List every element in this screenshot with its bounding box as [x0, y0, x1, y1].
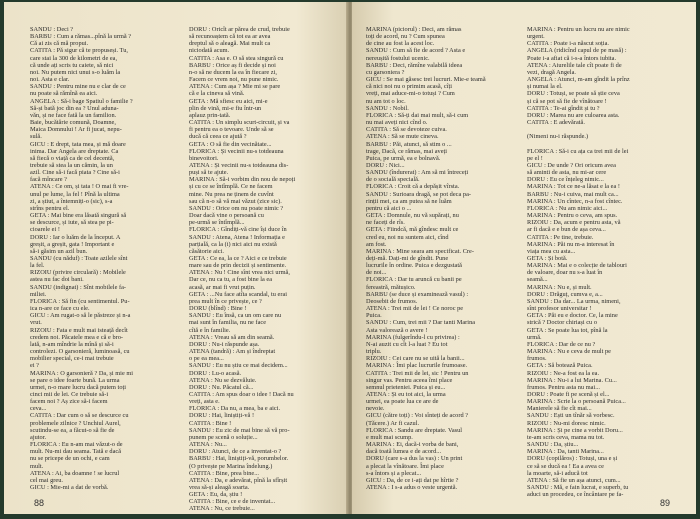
text-line: puși să te ajute. — [189, 169, 229, 177]
text-line: Asta valorează o avere ! — [366, 326, 428, 334]
text-line: te-am scris ceva, mama nu tot. — [527, 433, 605, 441]
text-line: GETA : Și botă. — [527, 255, 568, 262]
text-line: binevoitori. — [189, 154, 219, 162]
text-line: FLORICA : Eu n-am mai văzut-o de — [30, 441, 123, 449]
text-line: DORU : Totuși, se poate să știe ceva — [527, 90, 620, 98]
text-line: CATITA : E adevărată. — [527, 119, 585, 127]
text-line: FLORICA : Și vecinii nu-s totdeauna — [189, 147, 284, 155]
text-line: DORU : Iar o luăm de la început. A — [30, 233, 121, 241]
text-line: GETA : Eu, da, știu ! — [189, 491, 243, 499]
text-line: CATITA : Asa e. O să stea singură cu — [189, 54, 284, 62]
text-line: CATITA : Trei mii de lei, sic ! Pentru un — [366, 369, 469, 377]
text-line: N-ai auzit cu cît l-a luat ? Eu tot — [366, 340, 448, 348]
text-line: SANDU (indignat) : Sînt mobilele fa- — [30, 283, 127, 291]
text-line: BARBU : Cum a rămas...pînă la urmă ? — [30, 33, 132, 41]
right-column-2 — [527, 26, 676, 499]
text-line: MARINA : Nu e ceva de mult pe — [527, 348, 611, 356]
text-line: RIZOIU : Fata e mult mai isteață decît — [30, 326, 128, 334]
text-line: CATITA : Să se devoteze cuiva. — [366, 126, 447, 134]
text-line: ATENA : Cum așa ? Mie mi se pare — [189, 83, 281, 91]
text-line: MARINA : Ei, dacă-i vorba de bani, — [366, 441, 459, 449]
text-line: GETA : Ce ea, la ce ? Aici e ce trebuie — [189, 255, 287, 262]
text-line: ATENA : Ce om, și tata ! O mai fi vre- — [30, 183, 129, 191]
text-line: SANDU : Da, știu... — [527, 441, 579, 449]
text-line: GICU : Mie-mi a dat de vorbă. — [30, 484, 109, 491]
text-line: triplu. — [366, 348, 382, 356]
text-line: SANDU : Pentru mine nu e clar de ce — [30, 83, 126, 91]
text-line: GETA : ...Nu face atîta scandal, tu erai — [189, 290, 288, 298]
text-line: problemele zilnice ? Unchiul Aurel, — [30, 419, 121, 427]
text-line: DORU : Poate fi pe scenă și el... — [527, 390, 610, 398]
text-line: controlezi. O garsonieră, luminoasă, cu — [30, 348, 130, 356]
text-line: GICU : Da, de ce i-ați dat pe hîrtie ? — [366, 476, 459, 484]
text-line: trage, Dacă, ce rămas, mai aveți — [366, 147, 448, 155]
text-line: lucrurile în ordine. Puica e dezgustată — [366, 262, 462, 270]
text-line: ATENA : Trei mii de lei ! Ce noroc pe — [366, 305, 464, 313]
text-line: vrut. — [30, 319, 42, 327]
text-line: FLORICA : Nu am nimic aici... — [527, 204, 608, 212]
text-line: lată, n-am mîndrie la mînă și să-i — [30, 340, 114, 348]
text-line: ANGELA (ridicînd capul de pe masă) : — [527, 47, 627, 55]
text-line: ATENA : I s-a adus o veste urgentă. — [366, 484, 458, 491]
text-line: ducă că ceea ce ajută ? — [189, 133, 247, 141]
text-line: și cu ce se întîmplă. Ce ne facem — [189, 183, 273, 191]
left-page — [4, 2, 348, 514]
text-line: de noi... — [366, 269, 387, 277]
text-line: MARINA : Îmi plac lucrurile frumoase. — [366, 362, 468, 370]
text-line: ATENA : Da, e adevărat, pînă la sfîrșit — [189, 476, 288, 484]
text-line: ATENA : Nu, ce trebuie... — [189, 505, 255, 513]
text-line: la moarte, să-i aducă tot — [527, 469, 588, 477]
text-line: RIZOIU : Ne-a fost ea la ea. — [527, 369, 600, 377]
text-line: scutindu-se ea, a făcut-o să fie de — [30, 426, 115, 434]
text-line: Puica, pe urmă, ea e bolnavă. — [366, 154, 441, 162]
text-line: și numai la el. — [527, 83, 563, 91]
text-line: inima. Dar Angela are dreptate. Ca — [30, 147, 119, 155]
text-line: MARINA : Mine seara am specificat. Cre- — [366, 247, 474, 255]
text-line: ATENA (tandră) : Am și îndreptat — [189, 348, 276, 356]
text-line: ajutor. — [30, 433, 47, 441]
text-line: frumos. — [527, 355, 547, 363]
text-line: nevoie. — [366, 405, 385, 413]
text-line: (Nimeni nu-i răspunde.) — [527, 133, 589, 141]
text-line: DORU : Nu-i răspunde așa. — [189, 340, 260, 348]
text-line: greșit, a greșit, gata ! Important e — [30, 240, 115, 248]
text-line: de cine au fost la acest loc. — [366, 40, 435, 48]
text-line: prea mult în ce privește, ce ? — [189, 297, 262, 305]
text-line: sau că n-o să vă mai văzut (zice sic). — [189, 197, 282, 205]
text-line: noi. Asta e clar. — [30, 76, 70, 84]
text-line: credem noi. Păcatele mea e că e bro- — [30, 333, 124, 341]
text-line: semnul prieteniei. Puica și eu... — [366, 383, 446, 391]
text-line: BARBU : Nu-i cuiva, mai mult ca... — [527, 190, 619, 198]
text-line: aduci un procedeu, ce încântare pe fa- — [527, 491, 624, 499]
text-line: FLORICA : Da nu, a mea, ba e aici. — [189, 405, 281, 413]
text-line: CATITA : Am spus doar o idee ! Dacă nu — [189, 390, 294, 398]
text-line: DORU (copilăros) : Totuși, una e și — [527, 455, 618, 463]
text-line: e mult mai scump. — [366, 433, 413, 441]
text-line: DORU : Eu ce înțeleg nimic... — [527, 176, 604, 184]
text-line: GETA : Mai bine era lăsată singură să — [30, 212, 127, 220]
text-line: CATITA : Bine, prea bine... — [189, 469, 259, 477]
text-line: GETA : Să botează Puica. — [527, 362, 593, 370]
text-line: de valoare, doar nu s-a luat în — [527, 269, 603, 277]
text-line: DORU : Hai, liniștiți-vă ! — [189, 412, 255, 420]
text-line: GETA : Domnule, nu vă supărați, nu — [366, 212, 459, 220]
text-line: urmă. — [527, 333, 542, 341]
right-column-1 — [366, 26, 515, 494]
text-line: MARINA : Păi nu m-a interesat în — [527, 240, 615, 248]
text-line: FLORICA : Dar tu aruncă cu banii pe — [366, 276, 462, 284]
text-line: că unde ați scris tu caiete, să nici — [30, 61, 114, 69]
text-line: plin de vină, mi-e fiu într-un — [189, 104, 262, 112]
text-line: FLORICA : Să-ți dai mai mult, să-i cum — [366, 111, 469, 119]
text-line: GICU : Am rugat-o să le păstreze și n-a — [30, 312, 131, 320]
text-line: ANGELA : Atunci, m-am gîndit la prînz — [527, 76, 630, 84]
text-line: mare sau de prin decizii și sentimente. — [189, 262, 287, 270]
text-line: MARINA : Și pe cine a vorbit Doru... — [527, 426, 623, 434]
text-line: de o socială specială. — [366, 176, 420, 184]
text-line: Facem ce vrem noi, nu pune nimic. — [189, 76, 279, 84]
page-number-left: 88 — [34, 498, 45, 508]
text-line: ATENA : Nu ! Cine sînt vrea nici urmă, — [189, 269, 290, 277]
text-line: BARBU : Orice aș fi decide și noi — [189, 61, 276, 69]
text-line: noi. Nu putem nici unui s-o luăm la — [30, 68, 121, 76]
text-line: DORU : Drăguț, cumva e, a... — [527, 290, 603, 298]
text-line: facă mîncare ? — [30, 176, 67, 184]
text-line: RIZOIU : Da, acum e pentru asta, vă — [527, 219, 621, 227]
text-line: Puica. — [366, 312, 382, 320]
text-line: SANDU : Da dar... La urma, nimeni, — [527, 297, 621, 305]
text-line: ica n-are ce face cu ele. — [30, 305, 90, 313]
text-line: BARBU : Păi, atunci, să stim o ... — [366, 140, 452, 148]
left-column-2 — [189, 26, 336, 513]
text-line: și că se pot să fie de vînătoare ! — [527, 97, 607, 105]
text-line: mai sunt în familia, nu ne face — [189, 319, 267, 327]
text-line: fereastră, mătușico. — [366, 283, 416, 291]
text-line: ei ? — [30, 362, 39, 370]
text-line: cinci mii de lei. Ce trebuie să-i — [30, 390, 109, 398]
text-line: MARINA (fulgerîndu-l cu privirea) : — [366, 333, 460, 341]
text-line: DORU : Lu-o acasă. — [189, 369, 242, 377]
text-line: s-a întors și a plecat... — [366, 469, 422, 477]
text-line: nu se pricepe de un ochi, e cam — [30, 455, 110, 463]
text-line: MARINA : Un cîntec, n-a fost cîntec. — [527, 197, 623, 205]
text-line: (O privește pe Marina îndelung.) — [189, 462, 273, 470]
text-line: nu am tot o loc. — [366, 97, 406, 105]
text-line: pentru că aici o ... — [366, 204, 412, 212]
text-line: aplauz prin-tată. — [189, 111, 231, 119]
text-line: MARINA (piciorul) : Deci, am rămas — [366, 26, 462, 33]
text-line: am fost. — [366, 240, 387, 248]
text-line: SANDU : Nobil. — [366, 104, 409, 112]
text-line: unul pe lume, la fel ! Pînă la ultima — [30, 190, 120, 198]
text-line: Că ai zis că mă propui. — [30, 40, 89, 48]
text-line: cioarele ei ! — [30, 226, 60, 234]
text-line: deți-mă. Dați-mi de gîndit. Pune — [366, 255, 449, 262]
text-line: CATITA : Pe tine, trebuie. — [527, 233, 594, 241]
text-line: urmei, ea poate lua ce are de — [366, 398, 439, 406]
text-line: GETA : Mă sfiesc eu aici, mi-e — [189, 97, 268, 105]
text-line: la fel. — [30, 262, 45, 270]
text-line: DORU : Oricît ar părea de crud, trebuie — [189, 26, 290, 33]
text-line: GICU : E drept, tata mea, și mă doare — [30, 140, 126, 148]
text-line: SANDU : Cum să fie de acord ? Asta e — [366, 47, 466, 55]
page-number-right: 89 — [659, 498, 670, 508]
text-line: GICU (către toți) : Voi sînteți de acord ? — [366, 412, 469, 420]
text-line: zi, a știut, a întemniți-o (sic), s-a — [30, 197, 113, 205]
text-line: care stai la 300 de kilometri de ea, — [30, 54, 118, 62]
text-line: DORU : Nu. Păcatul că... — [189, 383, 254, 391]
text-line: SANDU (cu năduf) : Toate azilele sînt — [30, 255, 128, 262]
text-line: o pe ea mea... — [189, 355, 224, 363]
text-line: urgent. — [527, 33, 545, 41]
text-line: SANDU : Eu însă, ca un om care nu — [189, 312, 282, 320]
text-line: FLORICA : Să-i cu ața ca trei mii de lei — [527, 147, 629, 155]
text-line: să aminti de asta, nu mi-ar cere — [527, 169, 607, 177]
text-line: căsătorie aici. — [189, 247, 224, 255]
text-line: acasă, ar mai fi vrut puțin. — [189, 283, 256, 291]
text-line: a plecat la vînătoare. Îmi place — [366, 462, 444, 470]
text-line: GICU : De unde ? Ori oricum avea — [527, 161, 616, 169]
text-line: SANDU : Mă, e fain lucrat, e superb, tu — [527, 484, 629, 491]
text-line: CATITA : Dar cum o să se descurce cu — [30, 412, 129, 420]
text-line — [527, 141, 676, 148]
text-line: mult. — [30, 462, 44, 470]
text-line: niciodată acum. — [189, 47, 230, 55]
text-line: ATENA : Și eu tot aici, la urma — [366, 390, 446, 398]
text-line: vrea să-și aleagă soarta. — [189, 484, 250, 491]
text-line: vezi, dragă Angela. — [527, 68, 576, 76]
text-line: că e la cineva să vină. — [189, 90, 245, 98]
text-line: mobilier special, ce-i mai trebuie — [30, 355, 114, 363]
text-line: DORU : Marea nu are culoarea asta. — [527, 111, 620, 119]
text-line: Poate i-a afiat că i-s-a întors iubita. — [527, 54, 617, 62]
text-line: sulă. — [30, 133, 42, 141]
text-line: CATITA : Bine ! — [189, 419, 232, 427]
text-line: (Tăcere.) Ar fi cazul. — [366, 419, 420, 427]
text-line: astea nu fac doi bani. — [30, 276, 84, 284]
text-line: MARINA : Nu-i a lui Marina. Cu... — [527, 376, 617, 384]
text-line: MARINA : Nu e, și mult. — [527, 283, 592, 291]
text-line: pe-urmă se întîmplă... — [189, 219, 245, 227]
text-line: MARINA : Pentru o ceva, am spus. — [527, 212, 618, 220]
text-line: frumos. Pentru asta nu mai... — [527, 383, 600, 391]
text-line: ATENA : Ai, ba doamne ! se lucrul — [30, 469, 120, 477]
text-line: MARINA : O garsonieră ? Da, și mie mi — [30, 369, 134, 377]
text-line: pe el ! — [527, 154, 543, 162]
text-line: miliei. — [30, 290, 47, 298]
text-line: Să-și bată joc din ea ? Unul aduna- — [30, 104, 119, 112]
text-line: ATENA : Aiurelile tale cît poate fi de — [527, 61, 622, 69]
text-line: FLORICA : Dar de ce nu ? — [527, 340, 596, 348]
text-line: punem pe scenă o soluție... — [189, 433, 258, 441]
text-line: nu poate să rămînă ea aici. — [30, 90, 98, 98]
text-line: să recunoaștem că tot ea ar avea — [189, 33, 271, 41]
text-line: SANDU : Eu zic de mai bine să vă pro- — [189, 426, 290, 434]
text-line: SANDU : Surioara dragă, se pot deca pa- — [366, 190, 471, 198]
text-line: MARINA : Să-i vorbim din nou de nepoți — [189, 176, 296, 184]
text-line: ne faceți de rîs. — [366, 219, 405, 227]
text-line: ATENA : Să se mute cineva. — [366, 133, 439, 141]
text-line: singur vas. Pentru aceea îmi place — [366, 376, 453, 384]
text-line: Deosebit de frumos. — [366, 297, 418, 305]
text-line: FLORICA : Sandu are dreptate. Vasul — [366, 426, 463, 434]
text-line: SANDU : Atena, Atena ! Informația e — [189, 233, 286, 241]
text-line: Doar dacă vine o persoană cu — [189, 212, 264, 220]
text-line: RIZOIU (privire circulară) : Mobilele — [30, 269, 126, 277]
text-line: toți de acord, nu ? Cum spunea — [366, 33, 445, 41]
text-line: BARBU (se duce și examinează vasul) : — [366, 290, 469, 298]
text-line: GETA : O să fie din vecinătate... — [189, 140, 272, 148]
text-line: DORU : Atunci, de ce a inventat-o ? — [189, 448, 282, 456]
text-line: ATENA : Și vecinii nu-s totdeauna dis- — [189, 161, 289, 169]
text-line: n-o să ne ducem la ea în fiecare zi, — [189, 68, 277, 76]
text-line: Manierele să fie cît mai... — [527, 405, 592, 413]
text-line: DORU : Nici... — [366, 161, 405, 169]
text-line: ce să se ducă ea ! Ea a avea ce — [527, 462, 605, 470]
text-line: RIZOIU : Cei care nu se uită la banii... — [366, 355, 465, 363]
text-line: ATENA : Să fie un așa atunci, cum... — [527, 476, 621, 484]
text-line: cel mai greu. — [30, 476, 63, 484]
text-line: FLORICA : Gîndiți-vă cine își duce în — [189, 226, 287, 234]
text-line: facem noi ? Aș zice să-i facem — [30, 398, 108, 406]
text-line: ar fi dacă e e bun de așa ceva... — [527, 226, 606, 234]
text-line: mult. Nu-mi dau seama. Tată e dacă — [30, 448, 122, 456]
text-line: ceva... — [30, 405, 47, 413]
text-line: CATITA : Pă sigur că te propuseși. Tu, — [30, 47, 129, 55]
text-line: urmei, n-o mare lucru dacă putem toți — [30, 383, 127, 391]
text-line: cu garsoniera ? — [366, 68, 405, 76]
text-line: CATITA : Poate i-a născut soția. — [527, 40, 609, 48]
text-line: se pare o idee foarte bună. La urma — [30, 376, 120, 384]
text-line: seamă... — [527, 276, 548, 284]
text-line: se descurce, și iute, să stea pe pi- — [30, 219, 114, 227]
text-line: rinții mei, ca am putea să ne luăm — [366, 197, 452, 205]
text-line: SANDU : Cum, trei mii ? Dar tanti Marina — [366, 319, 476, 327]
text-line: MARINA : Scrie la o persoană Puica... — [527, 398, 626, 406]
text-line: MARINA : Tot ce ne-a lăsat e la ea ! — [527, 183, 621, 191]
text-line: nu mai aveți nici cînd o. — [366, 119, 428, 127]
text-line: DORU (blînd) : Bine ! — [189, 305, 247, 313]
text-line: azil. Cine să-i facă piata ? Cine să-i — [30, 169, 120, 177]
text-line: BARBU : Hai, liniștiți-vă, porumbelor. — [189, 455, 289, 463]
text-line: să-i găsim un azil bun. — [30, 247, 88, 255]
text-line: ANGELA : Să-i bage Spatiul o familie ? — [30, 97, 133, 105]
text-line: fi pentru ea o tevoare. Unde să se — [189, 126, 274, 134]
text-line: ATENA : Vreau să am din seamă. — [189, 333, 275, 341]
text-line: FLORICA : Croit că a depășit vîrsta. — [366, 183, 460, 191]
text-line: MARINA : Da, tanti Marina... — [527, 448, 604, 456]
text-line: SANDU : Eu nu știu ce mai decidem... — [189, 362, 288, 370]
text-line: sînt profesor universitar ! — [527, 305, 592, 313]
text-line: strîns pentru el. — [30, 204, 70, 212]
text-line: văn, și ne face fată la un familion. — [30, 111, 117, 119]
text-line: CATITA : Te-ai gîndit și tu ? — [527, 104, 600, 112]
text-line: nereușită fostului ucenic. — [366, 54, 430, 62]
text-line: ATENA : Nu... — [189, 441, 227, 449]
text-line: să fiecă o viață ca de cel decentă, — [30, 154, 115, 162]
text-line: SANDU : Deci ? — [30, 26, 74, 33]
text-line: ATENA : Nu se dezvăluie. — [189, 376, 257, 384]
text-line: vreți, asta e. — [189, 398, 220, 406]
text-line: MARINA : Pentru un lucru nu are nimic — [527, 26, 630, 33]
text-line: MARINA : Mai e o colecție de tablouri — [527, 262, 627, 270]
left-column-1 — [30, 26, 177, 494]
text-line: GETA : Fiindcă, mă gîndesc mult ce — [366, 226, 459, 234]
text-line: cred eu, noi nu suntem aici, cînd — [366, 233, 449, 241]
text-line: SANDU : Ești un tînăr să vorbesc. — [527, 412, 615, 420]
text-line: BARBU : Deci, rămîne valabilă ideea — [366, 61, 463, 69]
text-line: Dar ce, nu ca tu, a fost bine la ea — [189, 276, 273, 284]
text-line: viața mea cu asta... — [527, 247, 576, 255]
text-line: GETA : Se poate lua tot, pînă la — [527, 326, 608, 334]
text-line: parțială, ca la (i) nici aici nu există — [189, 240, 277, 248]
text-line: RIZOIU : Nu-mi doresc nimic. — [527, 419, 606, 427]
text-line: DORU (care s-a dus la vas) : Un print — [366, 455, 463, 463]
text-line: GETA : Păi eu e doctor. Ce, la mine — [527, 312, 618, 320]
text-line: dacă toată lumea e de acord... — [366, 448, 442, 456]
text-line: SANDU (îndurerat) : Am să mi întreceți — [366, 169, 469, 177]
text-line: GICU : Se mai găsesc trei lucruri. Mie-e teamă — [366, 76, 486, 84]
text-line: trebuie să stea la un cămin, la un — [30, 161, 113, 169]
text-line: strică ? Doctor chiriași cu o — [527, 319, 597, 327]
text-line: dreptul să o aleagă. Mai mult ca — [189, 40, 271, 48]
text-line: Baie, bucătărie comună, Doamne, — [30, 119, 116, 127]
text-line: SANDU : Orice om nu poate nimic ? — [189, 204, 284, 212]
text-line: CATITA : Bine, ce e de inventat... — [189, 498, 276, 506]
text-line: că nici noi nu o primim acasă, cîți — [366, 83, 453, 91]
text-line: FLORICA : Să fin (cu sentimentul. Pu- — [30, 297, 130, 305]
text-line: cîtă e în familie. — [189, 326, 231, 334]
text-line — [527, 126, 676, 133]
text-line: CATITA : Un simplu scurt-circuit, și va — [189, 119, 290, 127]
right-page-columns — [366, 26, 676, 499]
text-line: vreți, mai aduce-mi-o totuși ? Cum — [366, 90, 455, 98]
right-page — [352, 2, 696, 514]
text-line: mine. Nu prea ne ținem de cuvînt — [189, 190, 274, 198]
text-line: Maica Domnului ! Ar fi jucat, nepu- — [30, 126, 122, 134]
